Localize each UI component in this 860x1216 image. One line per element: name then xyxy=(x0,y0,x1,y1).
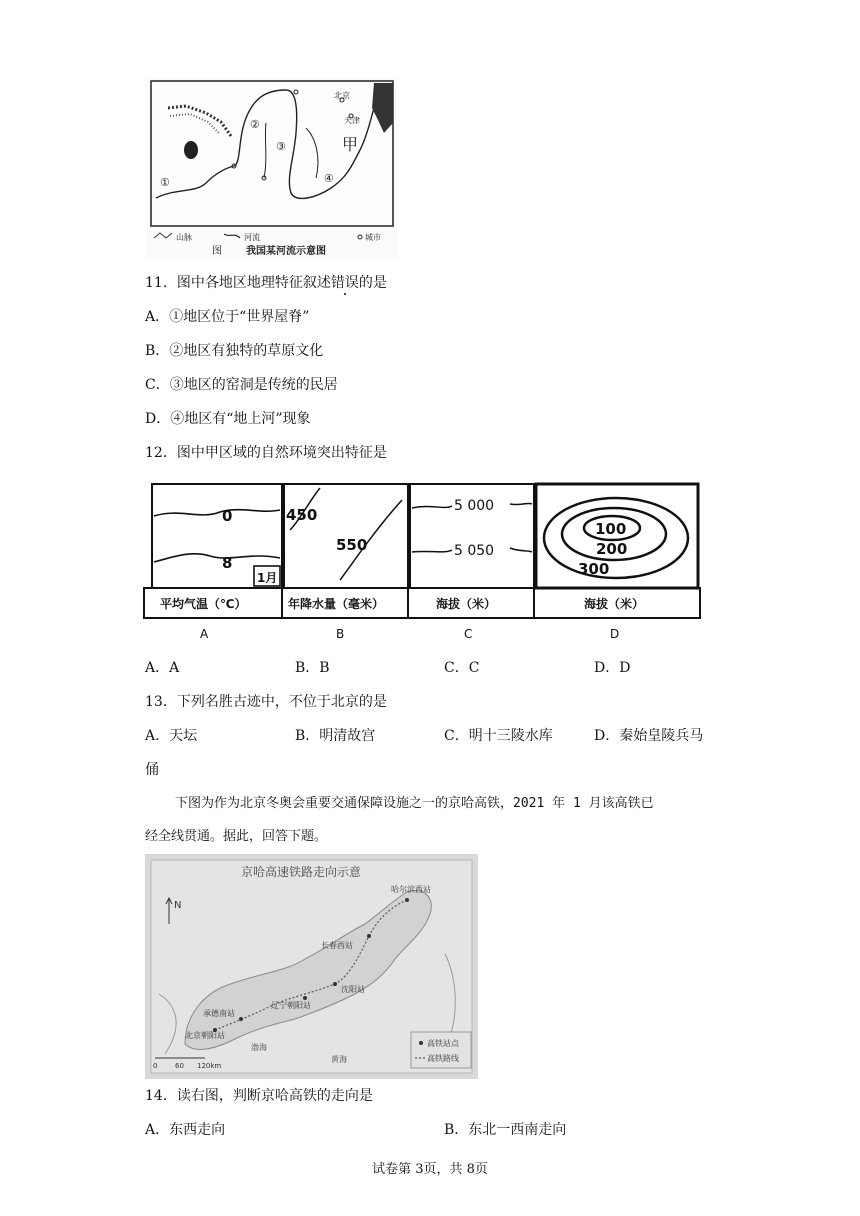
map-label-tianjin: 天津 xyxy=(344,116,360,125)
railway-map-svg xyxy=(145,854,478,1079)
station-beijing-chaoyang: 北京朝阳站 xyxy=(185,1031,225,1040)
q11-stem-tail: 的是 xyxy=(358,275,387,291)
panelC-letter: C xyxy=(464,627,473,641)
intro-line-1: 下图为作为北京冬奥会重要交通保障设施之一的京哈高铁，2021 年 1 月该高铁已 xyxy=(175,796,654,811)
panelB-header: 年降水量（毫米） xyxy=(288,597,385,611)
panelA-header: 平均气温（℃） xyxy=(160,597,247,611)
legend-river: 河流 xyxy=(244,233,260,242)
sea-bohai: 渤海 xyxy=(251,1043,267,1052)
mountain-icon xyxy=(154,233,172,238)
scale-0: 0 xyxy=(153,1062,158,1070)
panelB-letter: B xyxy=(336,627,345,641)
q14-option-a[interactable]: A．东西走向 xyxy=(145,1122,226,1138)
q12-option-b[interactable]: B．B xyxy=(295,660,330,676)
scale-120: 120km xyxy=(197,1062,222,1070)
city-icon xyxy=(358,235,362,239)
station-dot-icon xyxy=(419,1041,423,1045)
fig2-title: 京哈高速铁路走向示意 xyxy=(241,865,362,879)
q11-stem-text: 11．图中各地区地理特征叙述 xyxy=(145,275,331,291)
q12-option-a[interactable]: A．A xyxy=(145,660,180,676)
legend-station: 高铁站点 xyxy=(427,1039,459,1048)
q13-option-c[interactable]: C．明十三陵水库 xyxy=(444,728,553,744)
q14-stem: 14．读右图，判断京哈高铁的走向是 xyxy=(145,1088,373,1104)
map-circle-1: ① xyxy=(160,176,170,189)
panelB-val-450: 450 xyxy=(286,506,318,524)
panelD-val-300: 300 xyxy=(578,560,610,578)
q13-option-a[interactable]: A．天坛 xyxy=(145,728,198,744)
q12-option-c[interactable]: C．C xyxy=(444,660,480,676)
q13-option-d-wrap: 俑 xyxy=(145,762,159,778)
panelC-val-5000: 5 000 xyxy=(454,498,495,514)
panelA-val-8: 8 xyxy=(222,554,233,572)
q12-panels-svg xyxy=(140,480,710,642)
river-map-figure xyxy=(146,78,398,260)
q11-option-d[interactable]: D．④地区有“地上河”现象 xyxy=(145,411,311,427)
legend-mountain: 山脉 xyxy=(176,233,192,242)
intro-line-2: 经全线贯通。据此，回答下题。 xyxy=(145,829,328,844)
map-circle-2: ② xyxy=(250,118,260,131)
station-changchun: 长春西站 xyxy=(321,941,353,950)
q11-stem xyxy=(145,273,387,293)
river-icon xyxy=(224,234,240,238)
panelD-header: 海拔（米） xyxy=(584,597,645,611)
north-label: N xyxy=(174,900,182,911)
panelA-val-0: 0 xyxy=(222,507,233,525)
panelC-header: 海拔（米） xyxy=(436,597,497,611)
page-footer: 试卷第 3页，共 8页 xyxy=(372,1162,488,1177)
q13-option-b[interactable]: B．明清故宫 xyxy=(295,728,376,744)
q13-stem: 13．下列名胜古迹中，不位于北京的是 xyxy=(145,694,387,710)
panelA-note: 1月 xyxy=(257,571,278,585)
station-harbin: 哈尔滨西站 xyxy=(391,885,431,894)
panelB-val-550: 550 xyxy=(336,536,368,554)
fig1-caption-prefix: 图 xyxy=(212,246,222,257)
panelC-val-5050: 5 050 xyxy=(454,543,495,559)
q13-option-d[interactable]: D．秦始皇陵兵马 xyxy=(594,728,704,744)
map-label-jia: 甲 xyxy=(342,135,359,154)
station-chengde: 承德南站 xyxy=(203,1009,235,1018)
q14-option-b[interactable]: B．东北一西南走向 xyxy=(444,1122,567,1138)
panelD-letter: D xyxy=(610,627,620,641)
q12-option-d[interactable]: D．D xyxy=(594,660,631,676)
panelA-letter: A xyxy=(200,627,209,641)
q11-option-c[interactable]: C．③地区的窑洞是传统的民居 xyxy=(145,377,338,393)
map-circle-3: ③ xyxy=(276,140,286,153)
sea-huanghai: 黄海 xyxy=(331,1055,347,1064)
q11-stem-emphasis: 错误 xyxy=(330,275,359,291)
legend-rail: 高铁路线 xyxy=(427,1054,459,1063)
station-chaoyang-ln: 辽宁朝阳站 xyxy=(271,1001,311,1010)
map-label-beijing: 北京 xyxy=(334,91,350,100)
fig1-caption: 我国某河流示意图 xyxy=(246,246,326,257)
q11-option-a[interactable]: A．①地区位于“世界屋脊” xyxy=(145,309,310,325)
q12-stem: 12．图中甲区域的自然环境突出特征是 xyxy=(145,445,387,461)
panelD-val-100: 100 xyxy=(595,520,627,538)
station-shenyang: 沈阳站 xyxy=(341,985,365,994)
q11-option-b[interactable]: B．②地区有独特的草原文化 xyxy=(145,343,324,359)
legend-city: 城市 xyxy=(365,233,381,242)
q12-panels-figure xyxy=(140,480,710,642)
map-circle-4: ④ xyxy=(324,172,334,185)
river-map-svg xyxy=(146,78,398,260)
railway-map-figure xyxy=(145,854,478,1079)
scale-60: 60 xyxy=(175,1062,184,1070)
panelD-val-200: 200 xyxy=(596,540,628,558)
